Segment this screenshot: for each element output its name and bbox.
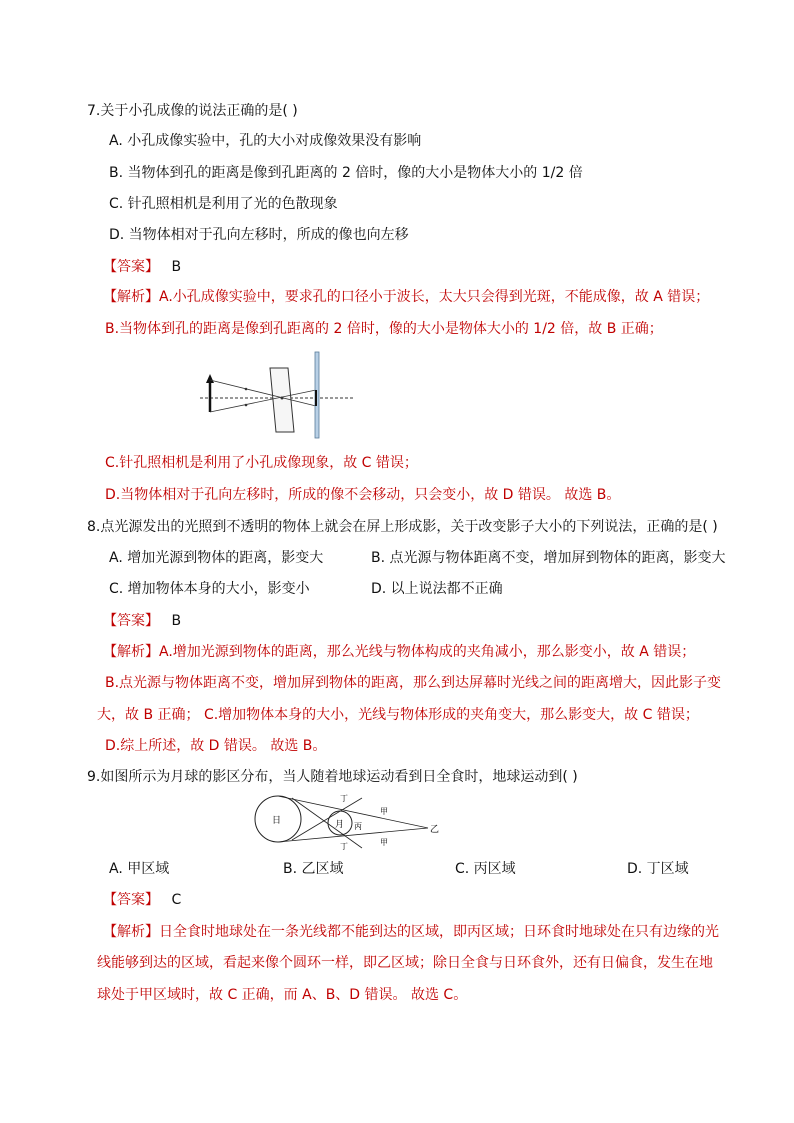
- moon-shadow-figure: [252, 790, 444, 852]
- q7-stem: 7.关于小孔成像的说法正确的是( ): [87, 103, 298, 119]
- label-sun: 日: [272, 816, 282, 826]
- q9-analysis-line-1: [103, 922, 719, 942]
- label-moon: 月: [335, 820, 345, 830]
- q9-option-b: B. 乙区域: [283, 861, 344, 877]
- q7-option-c: C. 针孔照相机是利用了光的色散现象: [109, 196, 338, 212]
- q7-analysis-line-4: D.当物体相对于孔向左移时，所成的像不会移动，只会变小，故 D 错误。 故选 B。: [105, 487, 621, 503]
- analysis-text: A.增加光源到物体的距离，那么光线与物体构成的夹角减小，那么影变小，故 A 错误；: [159, 644, 696, 660]
- q9-answer: [103, 890, 181, 910]
- label-ding-top: 丁: [340, 794, 348, 803]
- q7-option-d: D. 当物体相对于孔向左移时，所成的像也向左移: [109, 227, 409, 243]
- q8-analysis-line-3: 大，故 B 正确； C.增加物体本身的大小，光线与物体形成的夹角变大，那么影变大，故 C 错误；: [97, 707, 699, 723]
- q8-answer: [103, 611, 181, 631]
- object-arrowhead: [206, 374, 214, 383]
- analysis-tag: 【解析】: [103, 924, 159, 940]
- q8-option-c: C. 增加物体本身的大小，影变小: [109, 581, 310, 597]
- answer-tag: 【答案】: [103, 613, 159, 629]
- label-jia-bottom: 甲: [380, 838, 388, 847]
- label-yi: 乙: [430, 825, 440, 835]
- q7-answer: [103, 257, 181, 277]
- q8-analysis-line-1: [103, 642, 695, 662]
- q8-option-a: A. 增加光源到物体的距离，影变大: [109, 550, 324, 566]
- q9-analysis-line-2: 线能够到达的区域，看起来像个圆环一样，即乙区域；除日全食与日环食外，还有日偏食，发生在地: [97, 955, 713, 971]
- q8-option-d: D. 以上说法都不正确: [371, 581, 503, 597]
- analysis-tag: 【解析】: [103, 644, 159, 660]
- ray-marker: [245, 404, 248, 407]
- q7-analysis-line-1: [103, 287, 709, 307]
- analysis-tag: 【解析】: [103, 289, 159, 305]
- analysis-text: 日全食时地球处在一条光线都不能到达的区域，即丙区域；日环食时地球处在只有边缘的光: [159, 924, 719, 940]
- q7-analysis-line-3: C.针孔照相机是利用了小孔成像现象，故 C 错误；: [105, 455, 418, 471]
- q8-analysis-line-4: D.综上所述，故 D 错误。 故选 B。: [105, 738, 327, 754]
- answer-value: B: [171, 613, 182, 629]
- label-jia-top: 甲: [380, 807, 388, 816]
- q7-analysis-line-2: B.当物体到孔的距离是像到孔距离的 2 倍时，像的大小是物体大小的 1/2 倍，故 B 正确；: [105, 321, 663, 337]
- answer-tag: 【答案】: [103, 259, 159, 275]
- answer-tag: 【答案】: [103, 892, 159, 908]
- q8-stem: 8.点光源发出的光照到不透明的物体上就会在屏上形成影，关于改变影子大小的下列说法，正确的是( ): [87, 519, 718, 535]
- label-bing: 丙: [354, 822, 362, 831]
- analysis-text: A.小孔成像实验中，要求孔的口径小于波长，太大只会得到光斑，不能成像，故 A 错误；: [159, 289, 710, 305]
- label-ding-bottom: 丁: [340, 842, 348, 851]
- ray-marker: [245, 388, 248, 391]
- q7-option-b: B. 当物体到孔的距离是像到孔距离的 2 倍时，像的大小是物体大小的 1/2 倍: [109, 165, 583, 181]
- answer-value: B: [171, 259, 182, 275]
- q7-option-a: A. 小孔成像实验中，孔的大小对成像效果没有影响: [109, 133, 422, 149]
- answer-value: C: [171, 892, 182, 908]
- q9-analysis-line-3: 球处于甲区域时，故 C 正确，而 A、B、D 错误。 故选 C。: [97, 987, 468, 1003]
- pinhole-figure: [198, 348, 358, 440]
- q8-option-b: B. 点光源与物体距离不变，增加屏到物体的距离，影变大: [371, 550, 726, 566]
- q9-option-a: A. 甲区域: [109, 861, 170, 877]
- q9-stem: 9.如图所示为月球的影区分布，当人随着地球运动看到日全食时，地球运动到( ): [87, 769, 578, 785]
- q8-analysis-line-2: B.点光源与物体距离不变，增加屏到物体的距离，那么到达屏幕时光线之间的距离增大，因此影子变: [105, 675, 722, 691]
- q9-option-c: C. 丙区域: [455, 861, 516, 877]
- q9-option-d: D. 丁区域: [627, 861, 689, 877]
- pinhole-point: [281, 397, 284, 400]
